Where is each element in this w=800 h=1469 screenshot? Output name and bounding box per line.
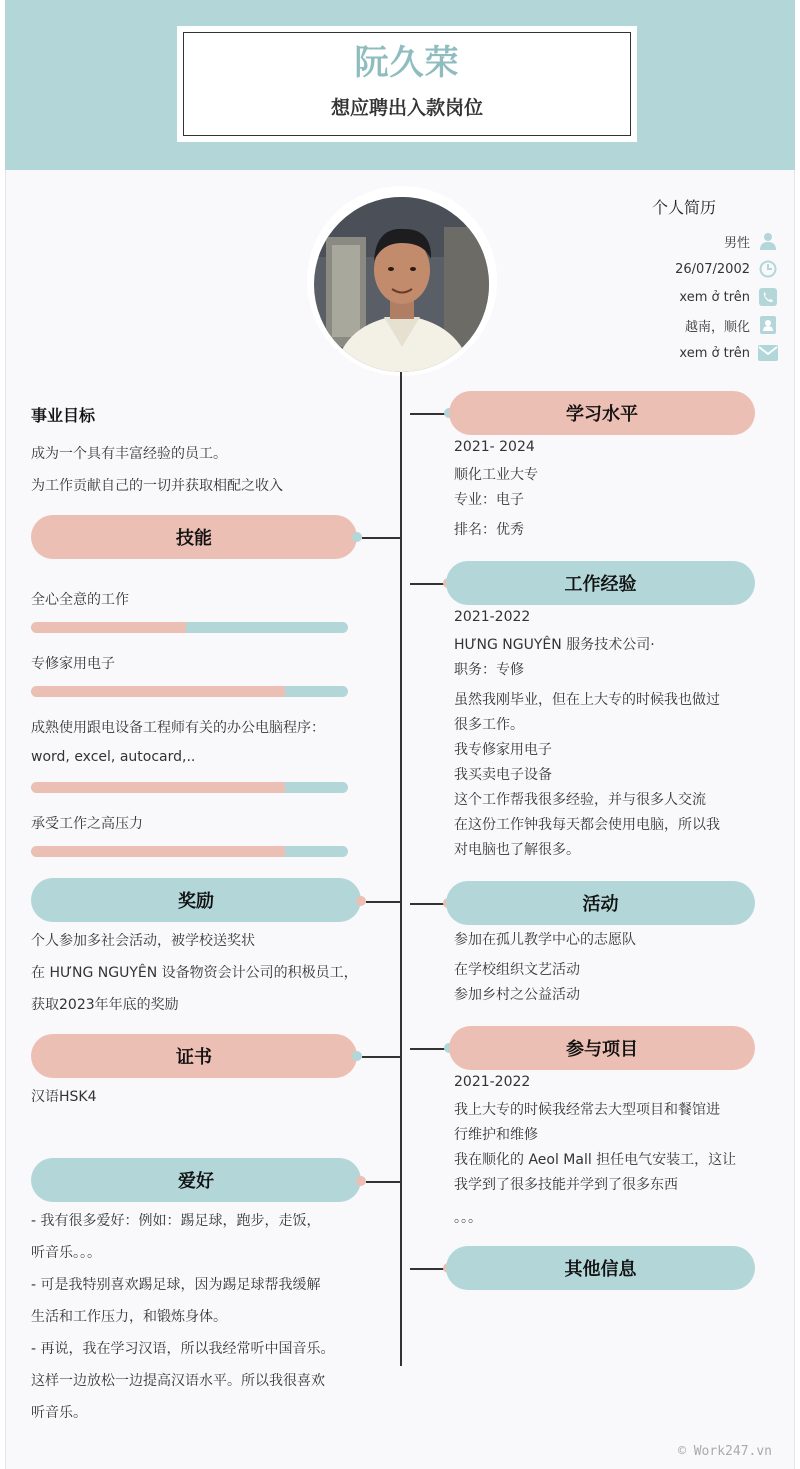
education-line: 专业：电子 xyxy=(454,492,524,508)
projects-line: 我上大专的时候我经常去大型项目和餐馆进 xyxy=(454,1102,720,1118)
education-line: 2021- 2024 xyxy=(454,439,535,455)
phone-icon xyxy=(758,287,778,307)
skill-bar xyxy=(31,622,348,633)
experience-line: 职务：专修 xyxy=(454,662,524,678)
education-line: 顺化工业大专 xyxy=(454,467,538,483)
clock-icon xyxy=(758,259,778,279)
hobbies-line: 这样一边放松一边提高汉语水平。所以我很喜欢 xyxy=(31,1373,325,1389)
experience-line: 虽然我刚毕业，但在上大专的时候我也做过 xyxy=(454,692,720,708)
desired-position: 想应聘出入款岗位 xyxy=(330,97,483,119)
timeline-line xyxy=(400,372,402,1366)
profile-photo xyxy=(314,197,489,372)
user-icon xyxy=(758,231,778,251)
hobbies-heading: 爱好 xyxy=(31,1158,361,1202)
activities-line: 在学校组织文艺活动 xyxy=(454,962,580,978)
skill-label-detail: word, excel, autocard,.. xyxy=(31,749,196,765)
projects-line: 我在顺化的 Aeol Mall 担任电气安装工，这让 xyxy=(454,1152,737,1168)
phone-row xyxy=(679,285,778,309)
birthdate-row xyxy=(675,257,778,281)
awards-line: 获取2023年年底的奖励 xyxy=(31,997,179,1013)
projects-heading: 参与项目 xyxy=(449,1026,755,1070)
projects-line: 我学到了很多技能并学到了很多东西 xyxy=(454,1177,678,1193)
hobbies-line: - 可是我特别喜欢踢足球，因为踢足球帮我缓解 xyxy=(31,1277,321,1293)
hobbies-line: 听音乐。 xyxy=(31,1405,87,1421)
activities-line: 参加乡村之公益活动 xyxy=(454,987,580,1003)
email-row xyxy=(679,341,778,365)
experience-connector xyxy=(410,583,446,585)
candidate-name: 阮久荣 xyxy=(354,43,460,83)
gender-row xyxy=(724,229,778,253)
awards-connector xyxy=(366,901,401,903)
hobbies-line: - 再说，我在学习汉语，所以我经常听中国音乐。 xyxy=(31,1341,335,1357)
experience-line: 很多工作。 xyxy=(454,717,524,733)
other-info-heading: 其他信息 xyxy=(446,1246,755,1290)
objective-line: 成为一个具有丰富经验的员工。 xyxy=(31,446,227,462)
contact-card-icon xyxy=(758,315,778,335)
awards-heading: 奖励 xyxy=(31,878,361,922)
address-text: 越南，顺化 xyxy=(684,319,750,335)
projects-connector xyxy=(410,1048,446,1050)
experience-line: 2021-2022 xyxy=(454,609,531,625)
experience-line: 这个工作帮我很多经验，并与很多人交流 xyxy=(454,792,706,808)
skill-bar-fill xyxy=(31,686,285,697)
awards-line: 个人参加多社会活动，被学校送奖状 xyxy=(31,933,255,949)
education-heading: 学习水平 xyxy=(449,391,755,435)
address-row xyxy=(685,313,778,337)
activities-line: 参加在孤儿教学中心的志愿队 xyxy=(454,932,636,948)
other-connector xyxy=(410,1268,446,1270)
hobbies-connector xyxy=(366,1181,401,1183)
objective-line: 为工作贡献自己的一切并获取相配之收入 xyxy=(31,478,283,494)
personal-info-title: 个人简历 xyxy=(651,198,716,217)
skill-label: 成熟使用跟电设备工程师有关的办公电脑程序： xyxy=(31,720,325,736)
projects-line: 2021-2022 xyxy=(454,1074,531,1090)
objective-title: 事业目标 xyxy=(31,406,96,425)
projects-line: 。。。 xyxy=(454,1210,482,1226)
education-connector xyxy=(410,413,446,415)
birthdate-text: 26/07/2002 xyxy=(675,261,750,277)
hobbies-line: 听音乐。。。 xyxy=(31,1245,101,1261)
certificates-heading: 证书 xyxy=(31,1034,357,1078)
experience-line: 我买卖电子设备 xyxy=(454,767,552,783)
skills-connector xyxy=(362,537,401,539)
experience-heading: 工作经验 xyxy=(446,561,755,605)
experience-line: 在这份工作钟我每天都会使用电脑，所以我 xyxy=(454,817,720,833)
skill-bar-fill xyxy=(31,782,285,793)
experience-line: 我专修家用电子 xyxy=(454,742,552,758)
projects-line: 行维护和维修 xyxy=(454,1127,538,1143)
awards-connector-dot xyxy=(356,896,366,906)
activities-heading: 活动 xyxy=(446,881,755,925)
hobbies-connector-dot xyxy=(356,1176,366,1186)
gender-text: 男性 xyxy=(723,235,750,251)
skill-bar xyxy=(31,686,348,697)
hobbies-line: - 我有很多爱好：例如：踢足球，跑步，走饭， xyxy=(31,1213,321,1229)
skill-label: 专修家用电子 xyxy=(31,656,115,672)
watermark: © Work247.vn xyxy=(678,1444,772,1459)
phone-text: xem ở trên xyxy=(679,289,750,305)
skill-bar xyxy=(31,846,348,857)
experience-line: 对电脑也了解很多。 xyxy=(454,842,580,858)
skill-label: 全心全意的工作 xyxy=(31,592,129,608)
certificates-connector-dot xyxy=(352,1051,362,1061)
skill-label: 承受工作之高压力 xyxy=(31,816,143,832)
activities-connector xyxy=(410,903,446,905)
experience-line: HƯNG NGUYÊN 服务技术公司· xyxy=(454,637,655,653)
certificate-item: 汉语HSK4 xyxy=(31,1089,97,1105)
name-box xyxy=(177,26,637,142)
skills-connector-dot xyxy=(352,532,362,542)
skill-bar xyxy=(31,782,348,793)
certificates-connector xyxy=(362,1056,401,1058)
envelope-icon xyxy=(758,343,778,363)
hobbies-line: 生活和工作压力，和锻炼身体。 xyxy=(31,1309,227,1325)
skills-heading: 技能 xyxy=(31,515,357,559)
header-band xyxy=(5,0,795,170)
awards-line: 在 HƯNG NGUYÊN 设备物资会计公司的积极员工， xyxy=(31,965,358,981)
skill-bar-fill xyxy=(31,622,186,633)
email-text: xem ở trên xyxy=(679,345,750,361)
education-line: 排名：优秀 xyxy=(454,522,524,538)
skill-bar-fill xyxy=(31,846,285,857)
